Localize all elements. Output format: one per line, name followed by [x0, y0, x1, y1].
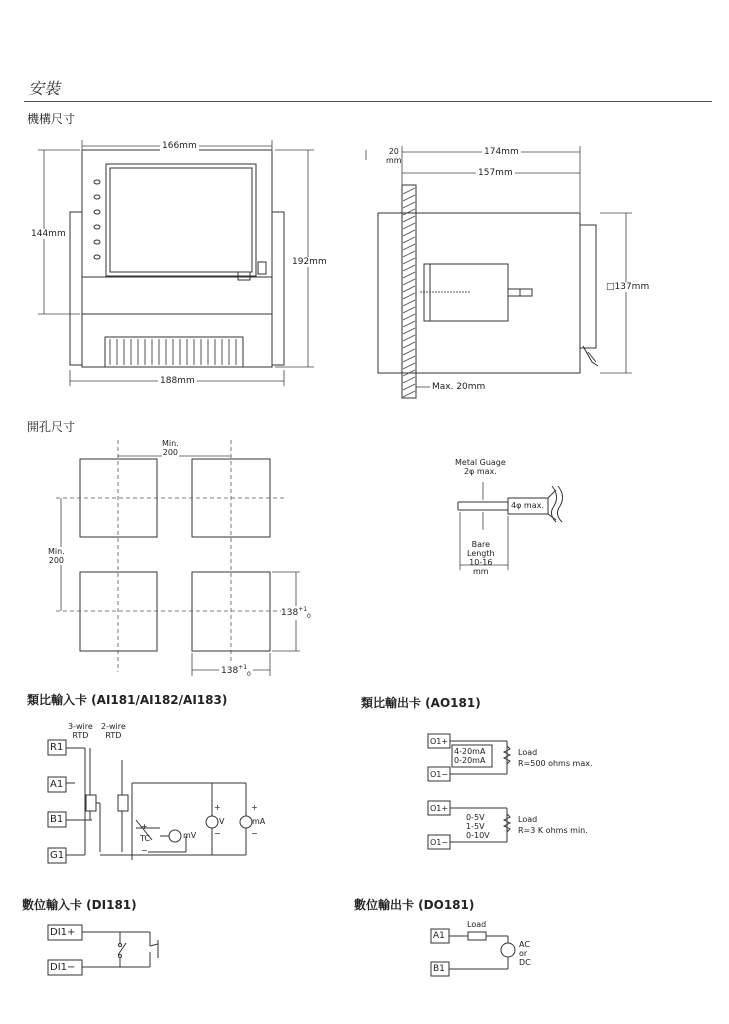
side-square-label: □137mm: [606, 282, 650, 292]
cutout-dim-h-label: $138^{+1}_0$: [221, 664, 251, 678]
page-title: 安裝: [28, 79, 61, 98]
ai-tc-label: TC: [140, 834, 151, 843]
do-load-label: Load: [467, 920, 487, 929]
ao-current-resistance: R=500 ohms max.: [518, 759, 593, 768]
side-panel-label: 20 mm: [386, 147, 402, 165]
front-height-left-label: 144mm: [31, 229, 66, 239]
ai-v-minus: −: [214, 829, 221, 838]
ao-voltage-load: Load: [518, 815, 538, 824]
ai-ma-minus: −: [251, 829, 258, 838]
ao-terminal-o1-minus-voltage: O1−: [430, 838, 449, 847]
ai-tc-minus: −: [141, 846, 148, 855]
wire-max-label: 4φ max.: [511, 501, 544, 510]
ai-ma-plus: +: [251, 803, 258, 812]
ai-terminal-b1: B1: [50, 814, 64, 825]
ai-two-wire-label: 2-wire RTD: [101, 722, 126, 740]
do-terminal-a1: A1: [433, 931, 445, 941]
section-cutout-title: 開孔尺寸: [27, 420, 76, 434]
ao-terminal-o1-plus-current: O1+: [430, 737, 449, 746]
ao-voltage-resistance: R=3 K ohms min.: [518, 826, 588, 835]
ao-terminal-o1-minus-current: O1−: [430, 770, 449, 779]
di-terminal-minus: DI1−: [50, 962, 76, 973]
ao-current-load: Load: [518, 748, 538, 757]
ai-terminal-a1: A1: [50, 779, 64, 790]
wire-gauge-label: Metal Guage 2φ max.: [455, 458, 506, 476]
front-width-top-label: 166mm: [162, 141, 197, 151]
section-mechanical-title: 機構尺寸: [27, 112, 76, 126]
section-digital-output-title: 數位輸出卡 (DO181): [354, 898, 475, 912]
ai-terminal-r1: R1: [50, 742, 64, 753]
cutout-min-v-label: Min. 200: [48, 547, 65, 565]
side-depth-total-label: 174mm: [484, 147, 519, 157]
di-terminal-plus: DI1+: [50, 927, 76, 938]
ai-terminal-g1: G1: [50, 850, 65, 861]
do-terminal-b1: B1: [433, 964, 445, 974]
front-width-bottom-label: 188mm: [160, 376, 195, 386]
cutout-dim-v-label: $138^{+1}_0$: [281, 606, 311, 620]
ai-three-wire-label: 3-wire RTD: [68, 722, 93, 740]
side-max-panel-label: Max. 20mm: [432, 382, 486, 392]
section-digital-input-title: 數位輸入卡 (DI181): [22, 898, 137, 912]
front-height-right-label: 192mm: [292, 257, 327, 267]
ai-v-plus: +: [214, 803, 221, 812]
cutout-min-h-label: Min. 200: [162, 439, 179, 457]
wire-bare-length-label: Bare Length 10-16 mm: [467, 540, 495, 576]
do-ac-dc-label: AC or DC: [519, 940, 531, 967]
ao-terminal-o1-plus-voltage: O1+: [430, 804, 449, 813]
ao-current-range: 4-20mA 0-20mA: [454, 747, 486, 765]
ao-voltage-range: 0-5V 1-5V 0-10V: [466, 813, 490, 840]
ai-v-label: V: [219, 817, 225, 826]
side-depth-inner-label: 157mm: [478, 168, 513, 178]
ai-ma-label: mA: [252, 817, 266, 826]
section-analog-output-title: 類比輸出卡 (AO181): [361, 696, 481, 710]
ai-mv-label: mV: [183, 831, 197, 840]
section-analog-input-title: 類比輸入卡 (AI181/AI182/AI183): [27, 693, 228, 707]
ai-tc-plus: +: [141, 822, 148, 831]
